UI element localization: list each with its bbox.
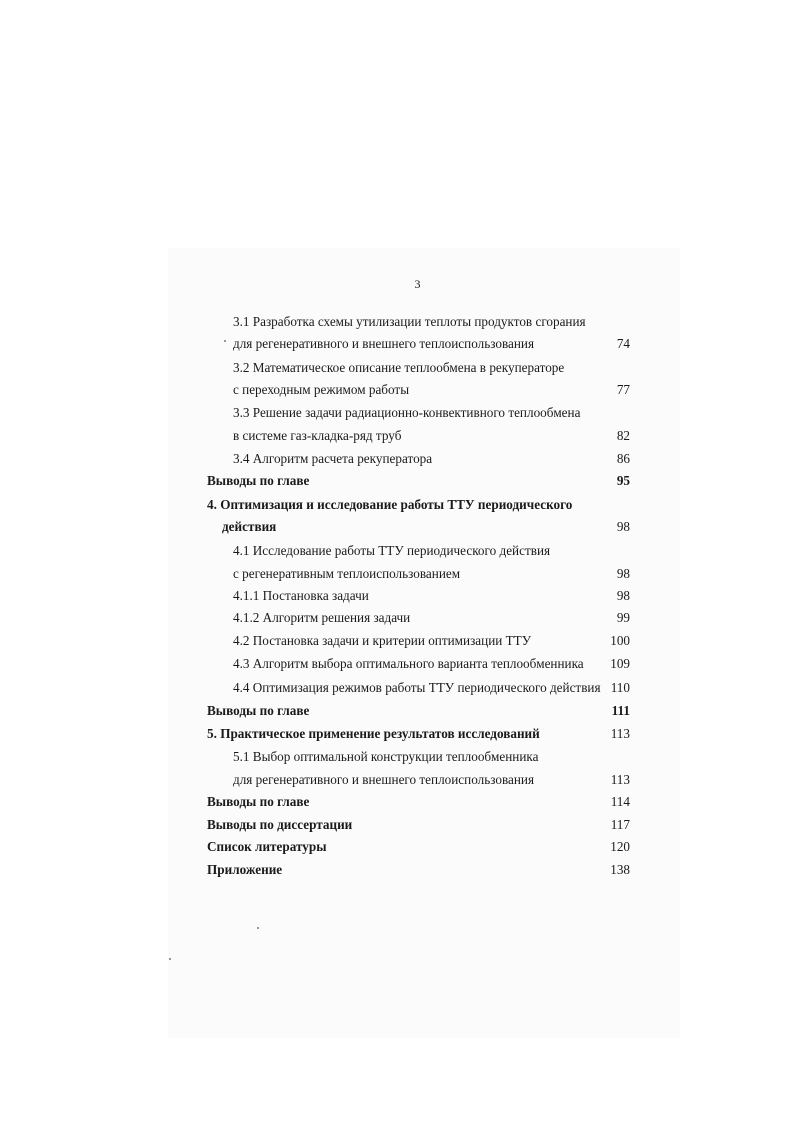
toc-entry-title: 4. Оптимизация и исследование работы ТТУ периодического — [207, 497, 573, 512]
toc-entry-page: 95 — [616, 473, 630, 488]
toc-entry-page: 113 — [610, 726, 630, 741]
toc-entry-page: 98 — [616, 588, 630, 603]
toc-entry-title: 5. Практическое применение результатов исследований — [207, 726, 540, 741]
toc-entry-page: 117 — [610, 817, 630, 832]
toc-entry-page: 120 — [610, 839, 630, 854]
toc-entry-page: 111 — [611, 703, 630, 718]
toc-entry-title: 4.3 Алгоритм выбора оптимального варианта теплообменника — [233, 656, 584, 671]
toc-entry-title: для регенеративного и внешнего теплоиспользования — [233, 336, 535, 351]
toc-entry-title: 5.1 Выбор оптимальной конструкции теплообменника — [233, 749, 539, 764]
scan-speck — [257, 927, 259, 929]
toc-entry-page: 98 — [616, 519, 630, 534]
toc-entry-title: с переходным режимом работы — [233, 382, 410, 397]
toc-entry-title: Выводы по главе — [207, 473, 310, 488]
toc-entry-page: 98 — [616, 566, 630, 581]
toc-entry-title: Список литературы — [207, 839, 327, 854]
toc-entry-page: 77 — [616, 382, 630, 397]
toc-entry-page: 114 — [610, 794, 630, 809]
toc-entry-title: 3.3 Решение задачи радиационно-конвективного теплообмена — [233, 405, 581, 420]
toc-entry-page: 110 — [610, 680, 630, 695]
scan-speck — [224, 340, 226, 342]
toc-entry-title: для регенеративного и внешнего теплоиспользования — [233, 772, 535, 787]
toc-entry-page: 82 — [616, 428, 630, 443]
toc-entry-title: Выводы по главе — [207, 703, 310, 718]
toc-entry-page: 100 — [610, 633, 630, 648]
toc-entry-title: Выводы по главе — [207, 794, 310, 809]
toc-entry-page: 74 — [616, 336, 630, 351]
toc-entry-title: Приложение — [207, 862, 283, 877]
toc-entry-title: с регенеративным теплоиспользованием — [233, 566, 461, 581]
toc-entry-title: 3.1 Разработка схемы утилизации теплоты продуктов сгорания — [233, 314, 586, 329]
toc-entry-page: 113 — [610, 772, 630, 787]
toc-entry-title: 4.2 Постановка задачи и критерии оптимизации ТТУ — [233, 633, 532, 648]
toc-entry-title: действия — [222, 519, 277, 534]
toc-entry-title: 3.2 Математическое описание теплообмена в рекуператоре — [233, 360, 565, 375]
toc-entry-page: 138 — [610, 862, 630, 877]
toc-entry-title: 4.1.1 Постановка задачи — [233, 588, 369, 603]
toc-entry-title: в системе газ-кладка-ряд труб — [233, 428, 402, 443]
toc-entry-page: 109 — [610, 656, 630, 671]
scan-speck — [169, 958, 171, 960]
toc-entry-title: Выводы по диссертации — [207, 817, 353, 832]
toc-entry-page: 99 — [616, 610, 630, 625]
toc-entry-title: 4.1 Исследование работы ТТУ периодического действия — [233, 543, 551, 558]
toc-entry-page: 86 — [616, 451, 630, 466]
page-number: 3 — [414, 277, 421, 291]
toc-entry-title: 3.4 Алгоритм расчета рекуператора — [233, 451, 433, 466]
toc-entry-title: 4.1.2 Алгоритм решения задачи — [233, 610, 411, 625]
toc-entry-title: 4.4 Оптимизация режимов работы ТТУ периодического действия — [233, 680, 601, 695]
